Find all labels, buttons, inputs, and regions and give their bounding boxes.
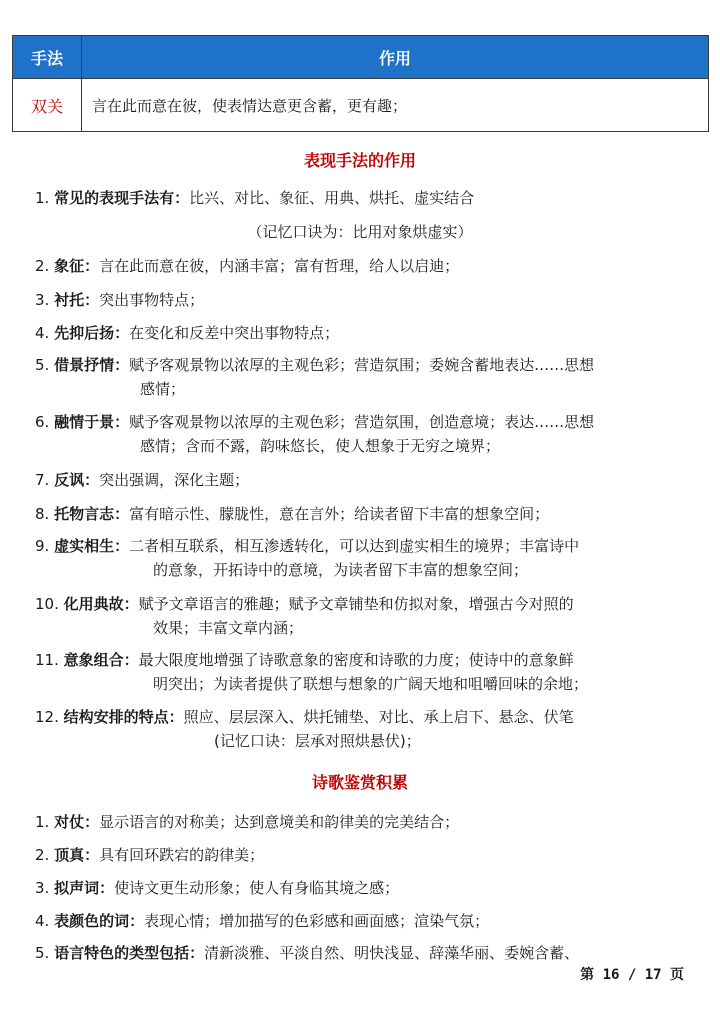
memo-line-2: (记忆口诀：层承对照烘悬伏)；	[214, 732, 421, 750]
list-item: 5. 语言特色的类型包括：清新淡雅、平淡自然、明快浅显、辞藻华丽、委婉含蓄、	[35, 944, 580, 962]
list-item: 6. 融情于景：赋予客观景物以浓厚的主观色彩；营造氛围，创造意境；表达……思想 感情；含而不露，韵味悠长，使人想象于无穷之境界；	[35, 413, 595, 455]
list-item: 9. 虚实相生：二者相互联系，相互渗透转化，可以达到虚实相生的境界；丰富诗中 的意象，开拓诗中的意境，为读者留下丰富的想象空间；	[35, 537, 580, 579]
list-item: 3. 衬托：突出事物特点；	[35, 291, 205, 309]
list-item: 4. 表颜色的词：表现心情；增加描写的色彩感和画面感；渲染气氛；	[35, 912, 490, 930]
list-item: 7. 反讽：突出强调，深化主题；	[35, 471, 250, 489]
section-title-techniques: 表现手法的作用	[303, 151, 416, 170]
list-item: 1. 对仗：显示语言的对称美；达到意境美和韵律美的完美结合；	[35, 813, 460, 831]
header-technique: 手法	[13, 36, 82, 79]
table-header-row	[13, 36, 709, 79]
technique-table	[12, 35, 709, 132]
list-item: 3. 拟声词：使诗文更生动形象；使人有身临其境之感；	[35, 879, 400, 897]
list-item: 10. 化用典故：赋予文章语言的雅趣；赋予文章铺垫和仿拟对象，增强古今对照的 效果；丰富文章内涵；	[35, 595, 574, 637]
row-desc: 言在此而意在彼，使表情达意更含蓄，更有趣；	[82, 79, 709, 132]
table-row	[13, 79, 709, 132]
list-item: 5. 借景抒情：赋予客观景物以浓厚的主观色彩；营造氛围；委婉含蓄地表达……思想 感情；	[35, 356, 595, 398]
list-item: 4. 先抑后扬：在变化和反差中突出事物特点；	[35, 324, 340, 342]
page-number: 第 16 / 17 页	[580, 967, 684, 983]
row-term: 双关	[13, 79, 82, 132]
list-item: 12. 结构安排的特点：照应、层层深入、烘托铺垫、对比、承上启下、悬念、伏笔	[35, 708, 574, 726]
header-effect: 作用	[82, 36, 709, 79]
section-title-poetry: 诗歌鉴赏积累	[311, 773, 408, 792]
list-item: 1. 常见的表现手法有：比兴、对比、象征、用典、烘托、虚实结合	[35, 189, 475, 207]
list-item: 8. 托物言志：富有暗示性、朦胧性，意在言外；给读者留下丰富的想象空间；	[35, 505, 550, 523]
list-item: 2. 象征：言在此而意在彼，内涵丰富；富有哲理，给人以启迪；	[35, 257, 460, 275]
list-item: 11. 意象组合：最大限度地增强了诗歌意象的密度和诗歌的力度；使诗中的意象鲜 明突出；为读者提供了联想与想象的广阔天地和咀嚼回味的余地；	[35, 651, 589, 693]
memo-line-1: （记忆口诀为：比用对象烘虚实）	[247, 223, 473, 241]
list-item: 2. 顶真：具有回环跌宕的韵律美；	[35, 846, 265, 864]
